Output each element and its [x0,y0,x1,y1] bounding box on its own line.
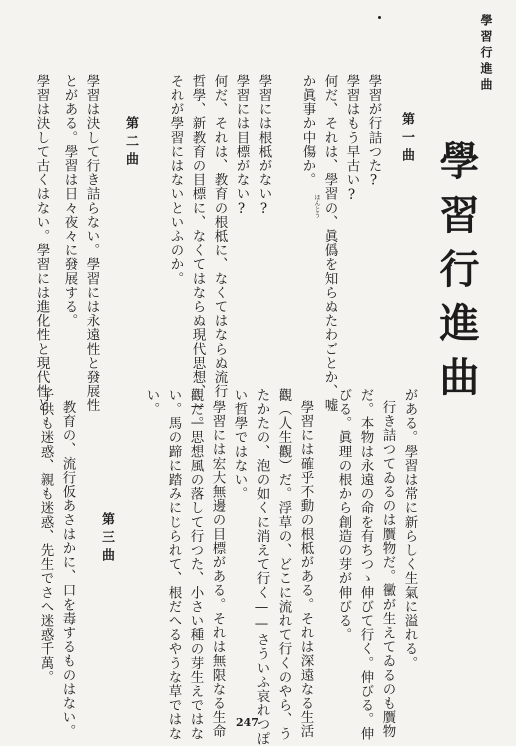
continuation-line: い。 [143,388,160,417]
section1-line: 哲學、新教育の目標に、なくてはならぬ現代思想、—— [189,74,206,432]
continuation-line: 學習には確乎不動の根柢がある。それは深遠なる生活 [297,400,314,739]
margin-dot [378,16,381,19]
section1-line: 學習が行詰つた? [365,74,382,190]
continuation-line: がある。學習は常に新らしく生氣に溢れる。 [401,388,418,670]
section1-line: 學習には目標がない? [233,74,250,218]
ruby-annotation: ほんとう [313,194,320,218]
section2-line: 學習は決して行き詰らない。學習には永遠性と發展性 [83,74,100,413]
continuation-line: 觀（人生觀）だ。浮草の、どこに流れて行くのやら、う [275,388,292,741]
continuation-line: 學習には宏大無邊の目標がある。それは無限なる生命 [209,400,226,739]
continuation-line: 觀だ。思想風の落して行つた、小さい種の芽生えではな [187,388,204,741]
section2-line: とがある。學習は日々夜々に發展する。 [61,74,78,328]
continuation-line: びる。眞理の根から創造の芽が伸びる。 [335,388,352,642]
section1-line: 學習はもう早古い? [343,74,360,204]
continuation-line: たかたの、泡の如くに消えて行く——さういふ哀れつぽ [253,388,270,746]
section2-heading: 第二曲 [123,116,138,170]
poem-title: 學習行進曲 [433,140,480,410]
continuation-line: 行き詰つてゐるのは贋物だ。黴が生えてゐるのも贋物 [379,400,396,739]
section2-line: 學習は決して古くはない。學習には進化性と現代性と [33,74,50,413]
section1-line: 何だ、それは、教育の根柢に、なくてはならぬ流行 [211,74,228,399]
section1-line: 學習には根柢がない? [255,74,272,218]
section3-line: 教育の、流行仮あさはかに、口を毒するものはない。 [59,400,76,739]
section1-line: 何だ、それは、學習の、眞僞を知らぬたわごとか、嘘 [321,74,338,413]
section1-heading: 第一曲 [399,112,414,166]
page-number: 247 [236,716,259,729]
section3-heading: 第三曲 [99,512,114,566]
section3-line: 子供も迷惑、親も迷惑、先生でさへ迷惑千萬。 [37,388,54,685]
running-header: 學習行進曲 [479,14,493,94]
section1-line: それが學習にはないといふのか。 [167,74,184,286]
continuation-line: だ。本物は永遠の命を有ちつゝ伸びて行く。伸びる。伸 [357,388,374,741]
section1-line: か眞事か中傷か。 [299,74,316,187]
continuation-line: い哲學ではない。 [231,388,248,501]
continuation-line: い。馬の蹄に踏みにじられて、根だへるやうな草ではな [165,388,182,741]
